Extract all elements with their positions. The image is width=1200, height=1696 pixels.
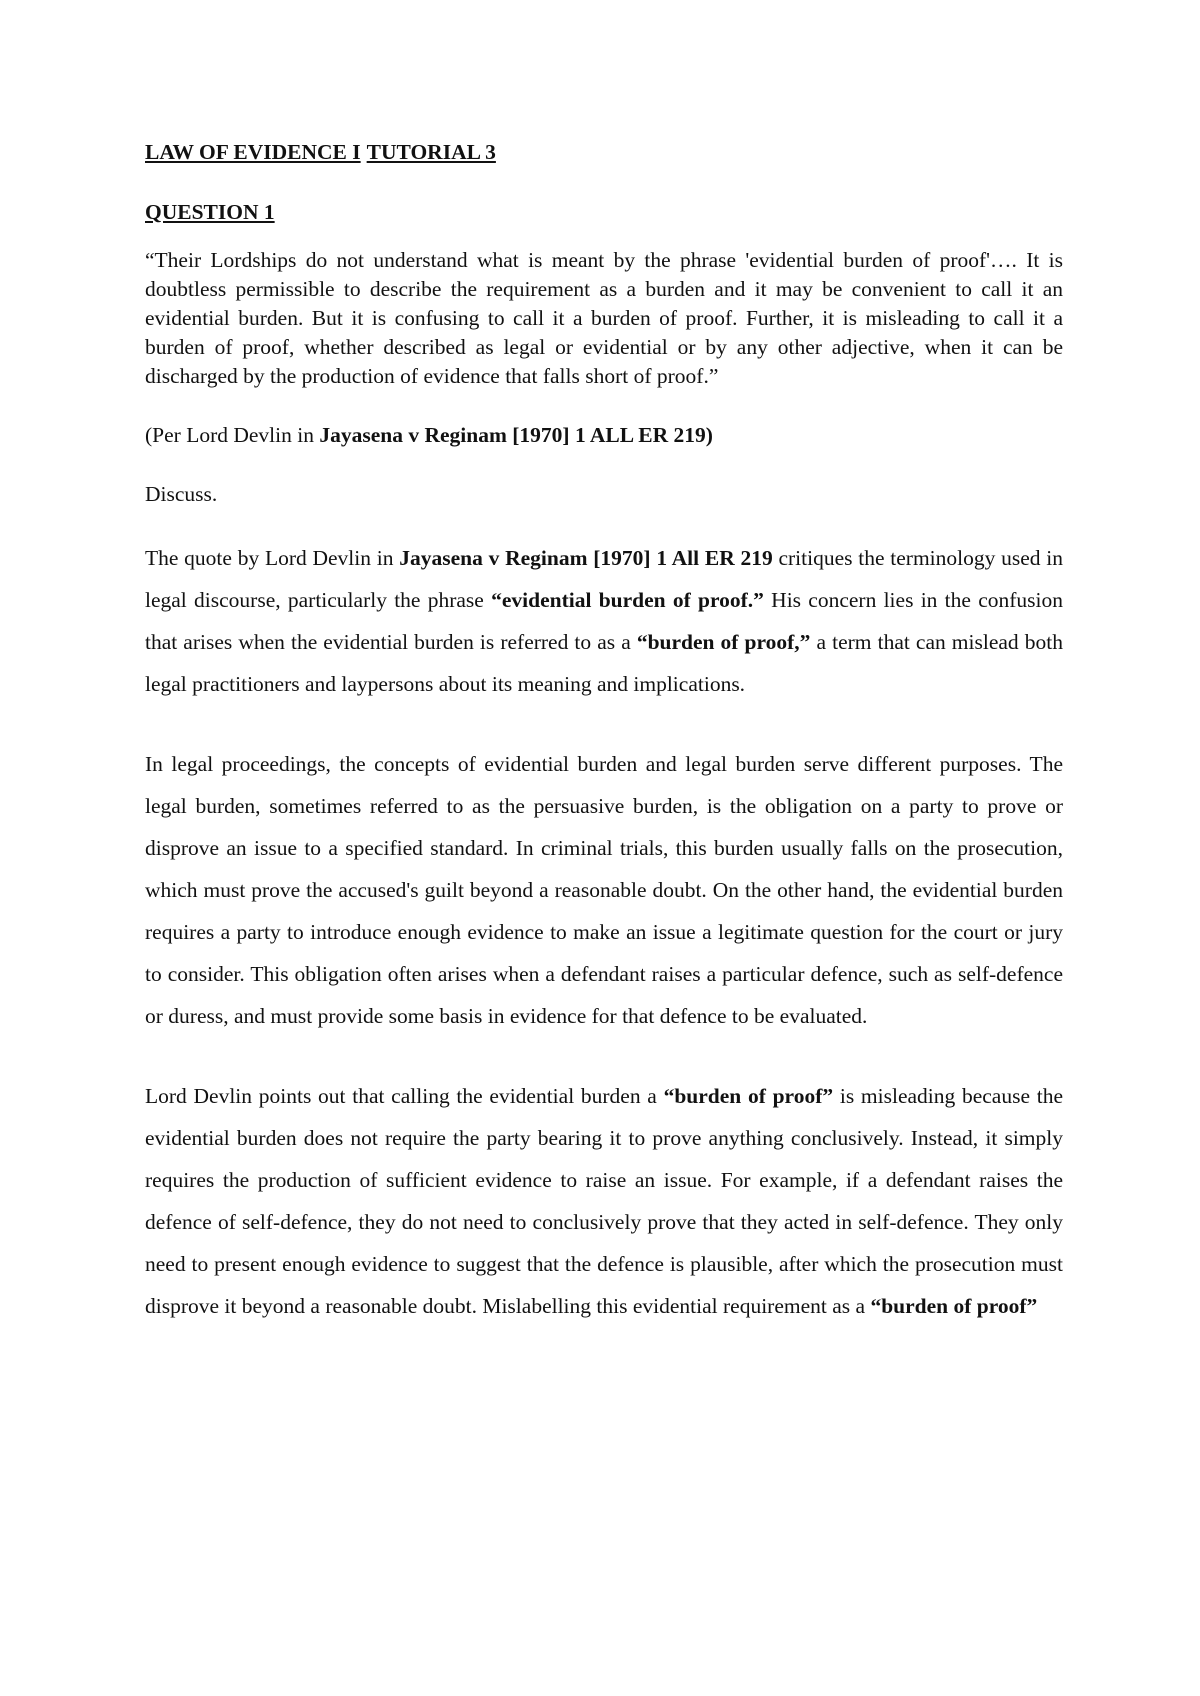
para1-phrase-evidential-burden: “evidential burden of proof.” xyxy=(491,587,764,612)
para3-phrase-burden-of-proof-2: “burden of proof” xyxy=(870,1293,1038,1318)
para1-text-3: His concern lies in the confusion that arises when the evidential burden is referred to as a xyxy=(145,587,1063,654)
document-title xyxy=(145,140,1063,166)
para1-phrase-burden-of-proof: “burden of proof,” xyxy=(636,629,811,654)
para1-text-1: The quote by Lord Devlin in xyxy=(145,545,400,570)
document-page xyxy=(145,140,1063,1365)
title-tutorial: TUTORIAL 3 xyxy=(366,140,496,164)
title-course: LAW OF EVIDENCE I xyxy=(145,140,361,164)
discuss-instruction: Discuss. xyxy=(145,481,218,506)
question-heading: QUESTION 1 xyxy=(145,199,275,224)
quote-citation xyxy=(145,421,1063,450)
para1-text-4: a term that can mislead both legal practitioners and laypersons about its meaning and implications. xyxy=(145,629,1063,696)
para3-text-1: Lord Devlin points out that calling the evidential burden a xyxy=(145,1083,664,1108)
citation-case: Jayasena v Reginam [1970] 1 ALL ER 219) xyxy=(319,422,713,447)
question-quote: “Their Lordships do not understand what is meant by the phrase 'evidential burden of proof'…. It is doubtless permissible to describe the requirement as a burden and it may be convenient to call it an evidential burden. But it is confusing to call it a burden of proof. Further, it is misleading to call it a burden of proof, whether described as legal or evidential or by any other adjective, when it can be discharged by the production of evidence that falls short of proof.” xyxy=(145,247,1063,388)
answer-paragraph-2: In legal proceedings, the concepts of evidential burden and legal burden serve different purposes. The legal burden, sometimes referred to as the persuasive burden, is the obligation on a party to prove or disprove an issue to a specified standard. In criminal trials, this burden usually falls on the prosecution, which must prove the accused's guilt beyond a reasonable doubt. On the other hand, the evidential burden requires a party to introduce enough evidence to make an issue a legitimate question for the court or jury to consider. This obligation often arises when a defendant raises a particular defence, such as self-defence or duress, and must provide some basis in evidence for that defence to be evaluated. xyxy=(145,751,1063,1028)
answer-paragraph-3 xyxy=(145,1075,1063,1327)
para3-phrase-burden-of-proof-1: “burden of proof” xyxy=(663,1083,834,1108)
para3-text-2: is misleading because the evidential burden does not require the party bearing it to prove anything conclusively. Instead, it simply requires the production of sufficient evidence to raise an issue. For example, if a defendant raises the defence of self-defence, they do not need to conclusively prove that they acted in self-defence. They only need to present enough evidence to suggest that the defence is plausible, after which the prosecution must disprove it beyond a reasonable doubt. Mislabelling this evidential requirement as a xyxy=(145,1083,1063,1318)
para1-case-reference: Jayasena v Reginam [1970] 1 All ER 219 xyxy=(399,545,773,570)
para1-text-2: critiques the terminology used in legal discourse, particularly the phrase xyxy=(145,545,1064,612)
citation-prefix: (Per Lord Devlin in xyxy=(145,422,320,447)
answer-paragraph-1 xyxy=(145,537,1063,705)
